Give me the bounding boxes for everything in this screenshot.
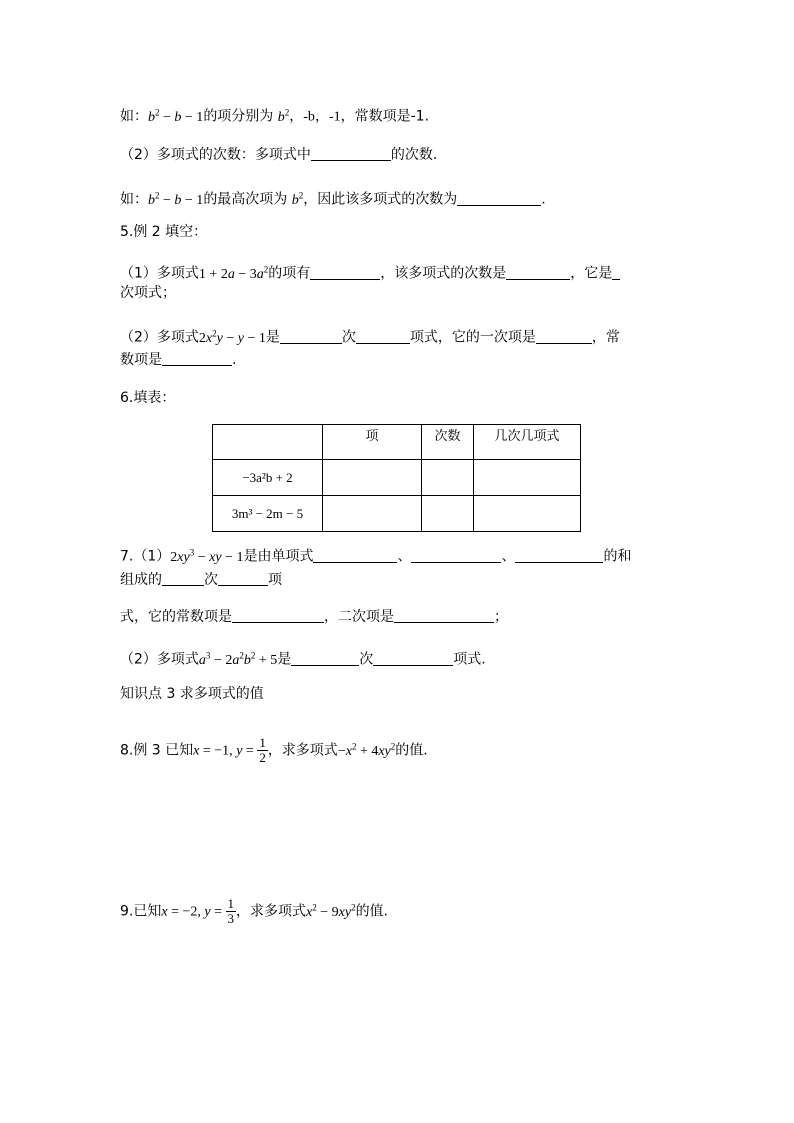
fraction-half: $\frac{1}{2}$ [259, 735, 266, 766]
knowledge-point-heading: 知识点 3 求多项式的值 [120, 686, 264, 702]
example-degree-line: 如：$b^2 - b - 1$的最高次项为 $b^2$，因此该多项式的次数为 . [120, 190, 546, 208]
table-row [213, 496, 581, 532]
polynomial-degree-def: （2）多项式的次数：多项式中 的次数. [120, 147, 438, 163]
fill-table [212, 424, 581, 532]
table-cell[interactable] [422, 460, 474, 496]
header-degree: 次数 [422, 425, 474, 460]
row-label: 3m³ − 2m − 5 [213, 496, 323, 532]
question-9: 9.已知x = −2, y = $\frac{1}{3}$ ，求多项式$x^2 - 9xy^2$的值. [120, 896, 389, 927]
fill-blank[interactable] [162, 571, 204, 586]
fill-blank[interactable] [218, 571, 268, 586]
fill-blank[interactable] [313, 548, 397, 563]
fill-blank[interactable] [356, 329, 410, 344]
table-header-row [213, 425, 581, 460]
fill-blank[interactable] [612, 265, 620, 280]
question-7-1-cont2: 式，它的常数项是 ，二次项是 ； [120, 609, 508, 625]
question-7-1: $7.(1)2xy^3$ − xy − 1是由单项式 、 、 的和 [120, 547, 632, 565]
question-7-1-cont: 组成的 次 项 [120, 572, 282, 588]
fill-blank[interactable] [291, 651, 359, 666]
table-cell[interactable] [323, 460, 422, 496]
fill-blank[interactable] [232, 608, 324, 623]
question-5-1-cont: 次项式； [120, 285, 176, 301]
example-terms-line: 如：$b^2 - b - 1$的项分别为 $b^2$，-b，-1，常数项是-1. [120, 107, 430, 125]
fill-blank[interactable] [310, 265, 380, 280]
question-5-1: （1）多项式$1 + 2a - 3a^2$的项有 ，该多项式的次数是 ，它是 [120, 259, 620, 285]
table-cell[interactable] [474, 496, 581, 532]
header-terms: 项 [323, 425, 422, 460]
table-cell[interactable] [323, 496, 422, 532]
fill-blank[interactable] [311, 146, 391, 161]
table-cell[interactable] [422, 496, 474, 532]
math-expression: $b^2 - b - 1$ [148, 107, 204, 125]
fill-blank[interactable] [515, 548, 603, 563]
table-heading: 6.填表： [120, 390, 176, 406]
fill-blank[interactable] [394, 608, 494, 623]
fill-blank[interactable] [162, 351, 232, 366]
row-label: −3a²b + 2 [213, 460, 323, 496]
table-cell[interactable] [474, 460, 581, 496]
fill-blank[interactable] [411, 548, 501, 563]
question-7-2: （2）多项式$a^3 - 2a^2b^2 + 5$是 次 项式. [120, 650, 486, 668]
header-classification: 几次几项式 [474, 425, 581, 460]
fill-blank[interactable] [280, 329, 342, 344]
section-heading: 5.例 2 填空： [120, 224, 208, 240]
question-8: 8.例 3 已知x = −1, y = $\frac{1}{2}$ ，求多项式$-x^2 + 4xy^2$的值. [120, 735, 428, 766]
fill-blank[interactable] [536, 329, 592, 344]
fraction-third: $\frac{1}{3}$ [227, 896, 234, 927]
table-row [213, 460, 581, 496]
fill-blank[interactable] [373, 651, 453, 666]
fill-blank[interactable] [457, 191, 541, 206]
question-5-2: （2）多项式$2x^2y - y - 1$是 次 项式，它的一次项是 ，常 [120, 328, 620, 346]
fill-blank[interactable] [506, 265, 570, 280]
question-5-2-cont: 数项是 . [120, 352, 237, 368]
